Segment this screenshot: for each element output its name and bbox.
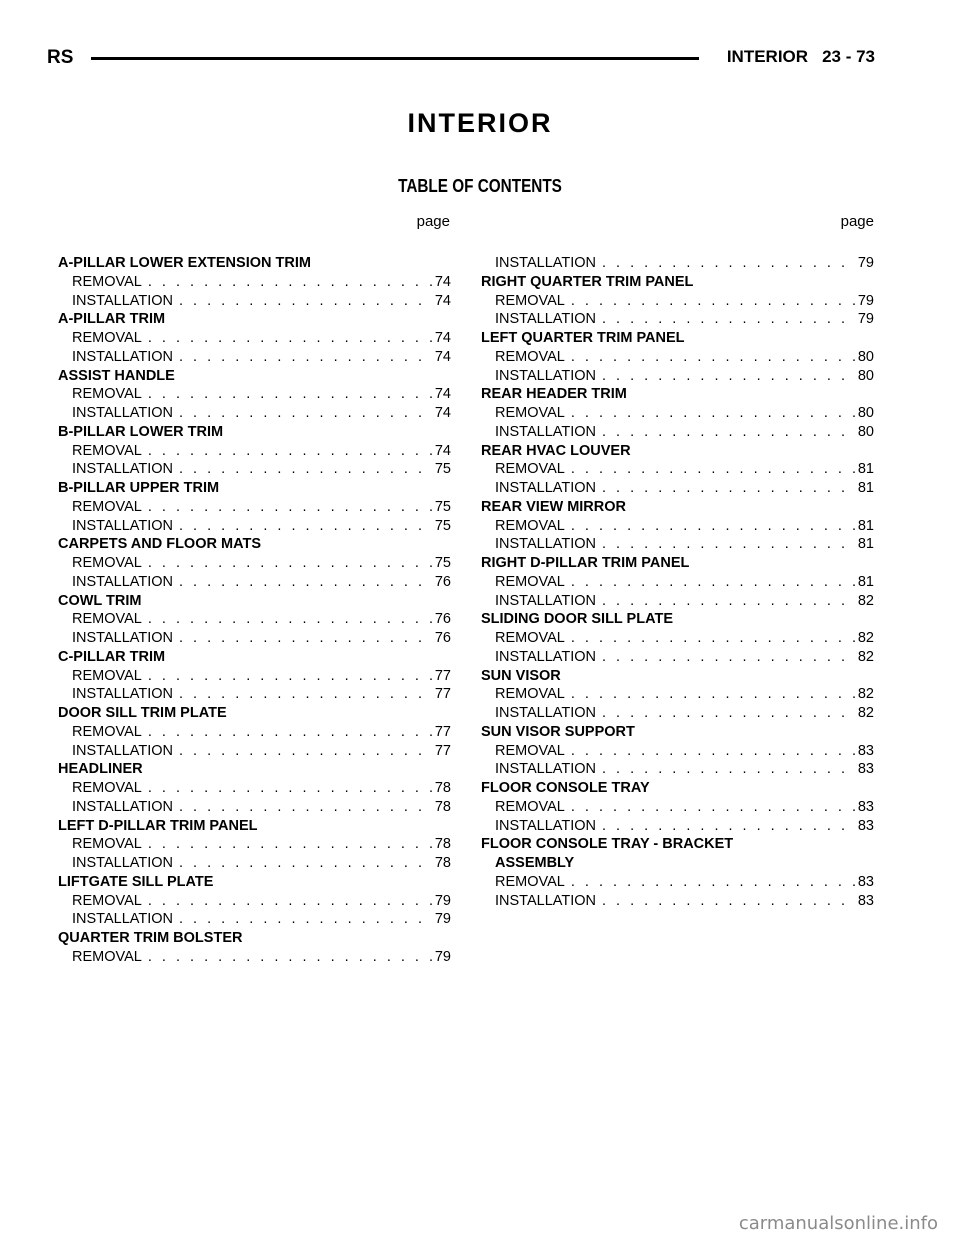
toc-entry-page: 75 bbox=[434, 498, 451, 515]
dot-leader bbox=[602, 592, 856, 611]
footer-watermark: carmanualsonline.info bbox=[738, 1213, 938, 1234]
dot-leader bbox=[179, 517, 433, 536]
toc-entry-page: 82 bbox=[857, 705, 874, 721]
toc-section-heading[interactable]: REAR VIEW MIRROR bbox=[481, 498, 626, 515]
toc-entry-page: 78 bbox=[434, 780, 451, 796]
dot-leader bbox=[571, 742, 856, 761]
toc-entry-page: 82 bbox=[857, 686, 874, 703]
toc-entry-page: 83 bbox=[857, 798, 874, 815]
toc-entry[interactable] bbox=[58, 742, 451, 761]
dot-leader bbox=[602, 423, 856, 442]
dot-leader bbox=[571, 292, 856, 311]
dot-leader bbox=[148, 835, 433, 854]
toc-entry-label: REMOVAL bbox=[72, 611, 142, 628]
dot-leader bbox=[571, 517, 856, 536]
toc-entry[interactable] bbox=[58, 667, 451, 686]
toc-entry-page: 81 bbox=[857, 536, 874, 553]
dot-leader bbox=[602, 535, 856, 554]
dot-leader bbox=[148, 273, 433, 292]
toc-entry-page: 83 bbox=[857, 742, 874, 759]
toc-entry-label: REMOVAL bbox=[72, 723, 142, 740]
dot-leader bbox=[602, 367, 856, 386]
toc-entry[interactable] bbox=[58, 835, 451, 854]
dot-leader bbox=[179, 629, 433, 648]
toc-entry[interactable] bbox=[481, 517, 874, 536]
toc-entry-label: INSTALLATION bbox=[495, 311, 596, 328]
dot-leader bbox=[148, 779, 433, 798]
toc-entry[interactable] bbox=[58, 892, 451, 911]
toc-entry[interactable] bbox=[58, 554, 451, 573]
toc-entry-label: INSTALLATION bbox=[72, 405, 173, 421]
toc-entry-page: 78 bbox=[434, 798, 451, 815]
toc-entry-page: 83 bbox=[857, 873, 874, 890]
toc-entry-page: 74 bbox=[434, 386, 451, 403]
toc-entry-page: 83 bbox=[857, 892, 874, 909]
toc-entry-label: REMOVAL bbox=[72, 555, 142, 571]
toc-entry-label: REMOVAL bbox=[495, 630, 565, 646]
dot-leader bbox=[179, 854, 433, 873]
toc-entry[interactable] bbox=[58, 798, 451, 817]
toc-entry-page: 77 bbox=[434, 686, 451, 703]
toc-entry[interactable] bbox=[58, 442, 451, 461]
dot-leader bbox=[148, 948, 433, 967]
toc-entry[interactable] bbox=[58, 573, 451, 592]
dot-leader bbox=[179, 910, 433, 929]
toc-entry-page: 78 bbox=[434, 855, 451, 871]
toc-entry-label: REMOVAL bbox=[72, 442, 142, 459]
toc-section-heading[interactable]: B-PILLAR UPPER TRIM bbox=[58, 480, 220, 496]
toc-section-heading[interactable]: QUARTER TRIM BOLSTER bbox=[58, 930, 243, 946]
toc-entry-label: INSTALLATION bbox=[72, 742, 173, 759]
dot-leader bbox=[602, 704, 856, 723]
toc-entry-label: REMOVAL bbox=[72, 330, 142, 346]
toc-entry-page: 77 bbox=[434, 723, 451, 740]
dot-leader bbox=[148, 385, 433, 404]
toc-entry-label: INSTALLATION bbox=[72, 517, 173, 534]
toc-entry[interactable] bbox=[58, 385, 451, 404]
toc-entry-label: INSTALLATION bbox=[72, 686, 173, 703]
toc-column-left bbox=[58, 254, 451, 967]
dot-leader bbox=[602, 648, 856, 667]
toc-entry[interactable] bbox=[58, 404, 451, 423]
toc-entry-page: 81 bbox=[857, 461, 874, 478]
toc-entry[interactable] bbox=[58, 610, 451, 629]
toc-entry[interactable] bbox=[58, 910, 451, 929]
toc-section-heading[interactable]: SUN VISOR SUPPORT bbox=[481, 723, 635, 740]
toc-entry[interactable] bbox=[481, 404, 874, 423]
toc-entry[interactable] bbox=[481, 535, 874, 554]
toc-entry-label: REMOVAL bbox=[72, 667, 142, 684]
header-rule bbox=[91, 57, 699, 60]
toc-entry-page: 77 bbox=[434, 667, 451, 684]
toc-section-heading[interactable]: REAR HEADER TRIM bbox=[481, 386, 627, 403]
toc-entry-page: 80 bbox=[857, 423, 874, 440]
toc-entry[interactable] bbox=[481, 742, 874, 761]
toc-entry[interactable] bbox=[481, 648, 874, 667]
toc-section-heading[interactable]: RIGHT D-PILLAR TRIM PANEL bbox=[481, 555, 690, 571]
toc-section-heading[interactable]: A-PILLAR TRIM bbox=[58, 311, 166, 328]
toc-entry-page: 83 bbox=[857, 817, 874, 834]
toc-entry-label: REMOVAL bbox=[495, 742, 565, 759]
toc-entry[interactable] bbox=[481, 685, 874, 704]
toc-section-heading[interactable]: CARPETS AND FLOOR MATS bbox=[58, 536, 261, 553]
toc-entry-page: 74 bbox=[434, 292, 451, 309]
toc-entry-label: INSTALLATION bbox=[495, 817, 596, 834]
toc-entry-label: REMOVAL bbox=[495, 517, 565, 534]
toc-entry-label: INSTALLATION bbox=[72, 461, 173, 478]
toc-entry-label: INSTALLATION bbox=[72, 348, 173, 365]
toc-section-heading[interactable]: DOOR SILL TRIM PLATE bbox=[58, 705, 227, 721]
dot-leader bbox=[179, 404, 433, 423]
dot-leader bbox=[571, 685, 856, 704]
toc-entry[interactable] bbox=[481, 817, 874, 836]
toc-entry-label: INSTALLATION bbox=[72, 292, 173, 309]
page-column-label-left: page bbox=[416, 213, 450, 230]
toc-entry-label: REMOVAL bbox=[495, 461, 565, 478]
dot-leader bbox=[602, 817, 856, 836]
dot-leader bbox=[602, 760, 856, 779]
header-section-title: INTERIOR bbox=[726, 47, 809, 66]
toc-entry[interactable] bbox=[481, 798, 874, 817]
toc-entry-page: 79 bbox=[857, 255, 874, 271]
toc-entry[interactable] bbox=[58, 273, 451, 292]
toc-section-heading[interactable]: RIGHT QUARTER TRIM PANEL bbox=[481, 273, 694, 290]
toc-section-heading[interactable]: SUN VISOR bbox=[481, 667, 561, 684]
toc-entry-page: 81 bbox=[857, 573, 874, 590]
toc-entry-page: 75 bbox=[434, 461, 451, 478]
toc-entry[interactable] bbox=[58, 329, 451, 348]
toc-section-heading[interactable]: LEFT QUARTER TRIM PANEL bbox=[481, 330, 685, 346]
toc-section-heading[interactable]: COWL TRIM bbox=[58, 592, 142, 609]
toc-entry-label: INSTALLATION bbox=[72, 630, 173, 646]
toc-entry-page: 82 bbox=[857, 592, 874, 609]
toc-entry-label: INSTALLATION bbox=[495, 423, 596, 440]
dot-leader bbox=[179, 292, 433, 311]
toc-section-heading[interactable]: LEFT D-PILLAR TRIM PANEL bbox=[58, 817, 258, 834]
toc-section-heading[interactable]: ASSEMBLY bbox=[495, 855, 575, 871]
dot-leader bbox=[571, 348, 856, 367]
toc-entry-label: REMOVAL bbox=[495, 405, 565, 421]
toc-entry-page: 83 bbox=[857, 761, 874, 778]
toc-entry-label: INSTALLATION bbox=[495, 761, 596, 778]
dot-leader bbox=[602, 479, 856, 498]
dot-leader bbox=[148, 498, 433, 517]
toc-entry-label: INSTALLATION bbox=[495, 892, 596, 909]
toc-entry-label: INSTALLATION bbox=[495, 255, 596, 271]
toc-entry[interactable] bbox=[481, 367, 874, 386]
toc-section-heading[interactable]: B-PILLAR LOWER TRIM bbox=[58, 423, 224, 440]
dot-leader bbox=[148, 554, 433, 573]
toc-entry-page: 77 bbox=[434, 742, 451, 759]
page-column-label-right: page bbox=[840, 213, 874, 230]
dot-leader bbox=[571, 573, 856, 592]
toc-entry[interactable] bbox=[58, 348, 451, 367]
toc-entry-page: 78 bbox=[434, 836, 451, 853]
dot-leader bbox=[148, 667, 433, 686]
toc-entry-page: 74 bbox=[434, 405, 451, 421]
dot-leader bbox=[571, 798, 856, 817]
page-title: INTERIOR bbox=[407, 108, 553, 138]
toc-entry[interactable] bbox=[58, 685, 451, 704]
toc-entry[interactable] bbox=[58, 517, 451, 536]
toc-entry[interactable] bbox=[481, 704, 874, 723]
toc-entry-page: 82 bbox=[857, 648, 874, 665]
toc-entry-label: REMOVAL bbox=[495, 873, 565, 890]
dot-leader bbox=[571, 404, 856, 423]
toc-entry-label: INSTALLATION bbox=[495, 480, 596, 496]
toc-entry-page: 79 bbox=[857, 292, 874, 309]
toc-entry[interactable] bbox=[58, 292, 451, 311]
toc-entry-label: REMOVAL bbox=[72, 948, 142, 965]
toc-section-heading[interactable]: REAR HVAC LOUVER bbox=[481, 442, 631, 459]
toc-entry-page: 74 bbox=[434, 442, 451, 459]
dot-leader bbox=[148, 723, 433, 742]
toc-entry[interactable] bbox=[58, 629, 451, 648]
toc-entry-page: 80 bbox=[857, 405, 874, 421]
toc-entry-label: REMOVAL bbox=[495, 292, 565, 309]
dot-leader bbox=[571, 873, 856, 892]
toc-entry[interactable] bbox=[58, 460, 451, 479]
toc-entry-page: 81 bbox=[857, 480, 874, 496]
dot-leader bbox=[179, 742, 433, 761]
toc-section-heading[interactable]: HEADLINER bbox=[58, 761, 143, 778]
toc-heading: TABLE OF CONTENTS bbox=[398, 176, 562, 196]
toc-entry-label: REMOVAL bbox=[495, 798, 565, 815]
dot-leader bbox=[179, 798, 433, 817]
toc-entry-page: 75 bbox=[434, 555, 451, 571]
dot-leader bbox=[179, 348, 433, 367]
toc-entry-label: REMOVAL bbox=[495, 573, 565, 590]
toc-entry-page: 79 bbox=[857, 311, 874, 328]
toc-entry-page: 74 bbox=[434, 348, 451, 365]
toc-entry[interactable] bbox=[481, 873, 874, 892]
toc-entry[interactable] bbox=[481, 348, 874, 367]
toc-entry-label: INSTALLATION bbox=[495, 648, 596, 665]
toc-entry-label: REMOVAL bbox=[72, 780, 142, 796]
toc-entry[interactable] bbox=[481, 460, 874, 479]
toc-entry-page: 76 bbox=[434, 573, 451, 590]
toc-entry[interactable] bbox=[481, 892, 874, 911]
dot-leader bbox=[179, 573, 433, 592]
dot-leader bbox=[148, 329, 433, 348]
toc-entry-label: REMOVAL bbox=[72, 498, 142, 515]
toc-entry-label: INSTALLATION bbox=[495, 367, 596, 384]
toc-entry-page: 80 bbox=[857, 367, 874, 384]
toc-entry-page: 79 bbox=[434, 948, 451, 965]
toc-section-heading[interactable]: FLOOR CONSOLE TRAY - BRACKET bbox=[481, 836, 734, 853]
toc-entry-label: INSTALLATION bbox=[495, 592, 596, 609]
dot-leader bbox=[148, 892, 433, 911]
toc-entry-label: REMOVAL bbox=[495, 686, 565, 703]
dot-leader bbox=[148, 610, 433, 629]
toc-entry[interactable] bbox=[481, 310, 874, 329]
running-header bbox=[47, 42, 875, 72]
toc-entry[interactable] bbox=[58, 948, 451, 967]
toc-entry[interactable] bbox=[481, 592, 874, 611]
dot-leader bbox=[571, 460, 856, 479]
toc-entry[interactable] bbox=[481, 479, 874, 498]
header-section-page bbox=[727, 47, 875, 67]
toc-entry-page: 74 bbox=[434, 273, 451, 290]
toc-entry-label: INSTALLATION bbox=[72, 573, 173, 590]
toc-entry-label: INSTALLATION bbox=[72, 911, 173, 928]
toc-entry[interactable] bbox=[58, 498, 451, 517]
toc-entry-page: 81 bbox=[857, 517, 874, 534]
toc-entry-page: 76 bbox=[434, 630, 451, 646]
toc-section-heading[interactable]: SLIDING DOOR SILL PLATE bbox=[481, 611, 673, 628]
toc-entry-label: INSTALLATION bbox=[495, 705, 596, 721]
toc-entry-page: 75 bbox=[434, 517, 451, 534]
toc-entry-page: 79 bbox=[434, 892, 451, 909]
toc-entry-label: REMOVAL bbox=[72, 892, 142, 909]
toc-entry-page: 80 bbox=[857, 348, 874, 365]
toc-entry[interactable] bbox=[58, 723, 451, 742]
toc-entry-label: INSTALLATION bbox=[72, 798, 173, 815]
dot-leader bbox=[571, 629, 856, 648]
dot-leader bbox=[148, 442, 433, 461]
toc-entry-label: REMOVAL bbox=[495, 348, 565, 365]
toc-entry[interactable] bbox=[481, 254, 874, 273]
header-page-number: 23 - 73 bbox=[822, 47, 875, 66]
toc-entry-page: 79 bbox=[434, 911, 451, 928]
dot-leader bbox=[602, 892, 856, 911]
toc-entry[interactable] bbox=[58, 779, 451, 798]
dot-leader bbox=[602, 254, 856, 273]
toc-section-heading[interactable]: C-PILLAR TRIM bbox=[58, 648, 166, 665]
toc-column-right bbox=[481, 254, 874, 910]
toc-entry-label: REMOVAL bbox=[72, 273, 142, 290]
toc-entry[interactable] bbox=[58, 854, 451, 873]
dot-leader bbox=[179, 685, 433, 704]
toc-entry-page: 76 bbox=[434, 611, 451, 628]
toc-section-heading[interactable]: LIFTGATE SILL PLATE bbox=[58, 873, 214, 890]
header-vehicle-code: RS bbox=[47, 47, 74, 68]
toc-entry-label: REMOVAL bbox=[72, 386, 142, 403]
toc-entry-label: INSTALLATION bbox=[72, 855, 173, 871]
toc-entry[interactable] bbox=[481, 629, 874, 648]
toc-entry[interactable] bbox=[481, 423, 874, 442]
dot-leader bbox=[602, 310, 856, 329]
toc-entry-label: REMOVAL bbox=[72, 836, 142, 853]
toc-entry-page: 82 bbox=[857, 630, 874, 646]
toc-section-heading[interactable]: ASSIST HANDLE bbox=[58, 367, 175, 384]
toc-entry[interactable] bbox=[481, 760, 874, 779]
toc-section-heading[interactable]: A-PILLAR LOWER EXTENSION TRIM bbox=[58, 255, 311, 271]
toc-entry[interactable] bbox=[481, 292, 874, 311]
dot-leader bbox=[179, 460, 433, 479]
toc-entry[interactable] bbox=[481, 573, 874, 592]
toc-section-heading[interactable]: FLOOR CONSOLE TRAY bbox=[481, 780, 650, 796]
toc-entry-page: 74 bbox=[434, 330, 451, 346]
toc-entry-label: INSTALLATION bbox=[495, 536, 596, 553]
